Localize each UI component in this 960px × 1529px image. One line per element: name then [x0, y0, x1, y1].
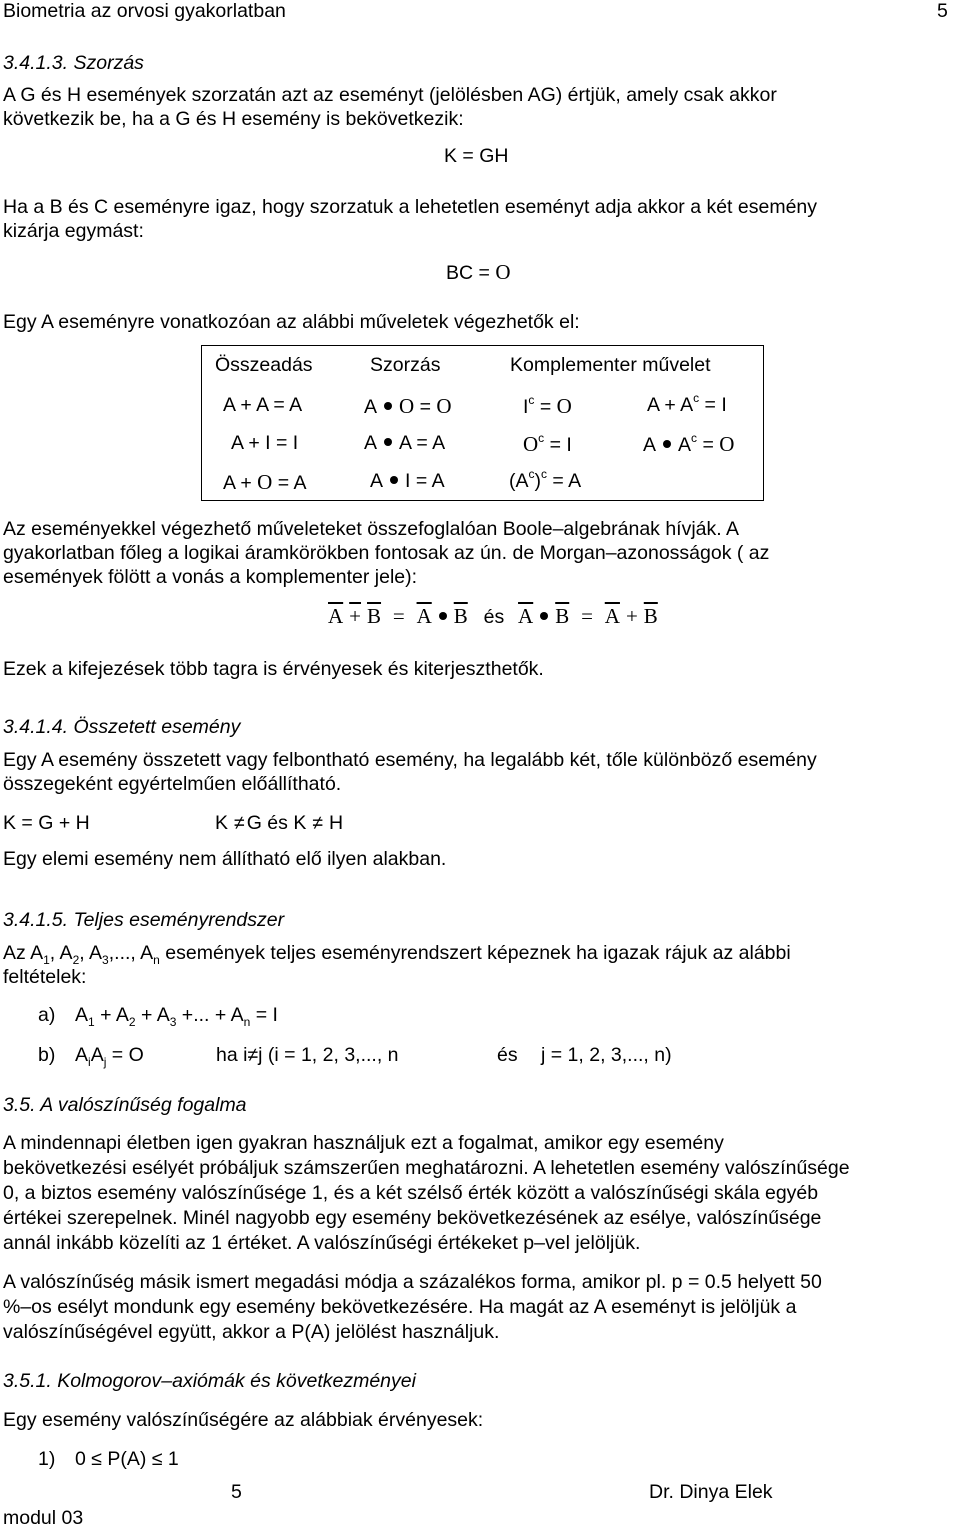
table-header-szorzas: Szorzás [370, 354, 441, 376]
paragraph-line: annál inkább közelíti az 1 értéket. A valószínűségi értékeket p–vel jelöljük. [3, 1232, 641, 1254]
table-right-rule [763, 345, 764, 501]
paragraph-line: valószínűségével együtt, akkor a P(A) jelölést használjuk. [3, 1321, 500, 1343]
paragraph-line: Ezek a kifejezések több tagra is érvényesek és kiterjeszthetők. [3, 658, 544, 680]
list-label-b: b) [38, 1044, 56, 1066]
paragraph-line: bekövetkezési esélyét próbáljuk számszerűen meghatározni. A lehetetlen esemény valószínűsége [3, 1157, 850, 1179]
paragraph-line: Ha a B és C eseményre igaz, hogy szorzatuk a lehetetlen eseményt adja akkor a két esemény [3, 196, 818, 218]
footer-author: Dr. Dinya Elek [649, 1481, 773, 1503]
paragraph-line: események fölött a vonás a komplementer jele): [3, 566, 418, 588]
paragraph-line: Egy A esemény összetett vagy felbontható esemény, ha legalább két, tőle különböző esemény [3, 749, 817, 771]
paragraph-line: összegeként egyértelműen előállítható. [3, 773, 342, 795]
condition-b-index: ha i≠j (i = 1, 2, 3,..., n [216, 1044, 399, 1066]
paragraph-line: értékei szerepelnek. Minél nagyobb egy esemény bekövetkezésének az esélye, valószínűsége [3, 1207, 822, 1229]
product-dot [384, 438, 392, 446]
axiom-1-formula: 0 ≤ P(A) ≤ 1 [75, 1448, 179, 1470]
table-cell: A A = A [364, 432, 446, 454]
table-top-rule [201, 345, 764, 346]
formula-k-gh: K = GH [444, 145, 509, 167]
running-header-title: Biometria az orvosi gyakorlatban [3, 0, 286, 22]
less-equal-symbol: ≤ [151, 1448, 163, 1470]
section-heading-kolmogorov: 3.5.1. Kolmogorov–axiómák és következményei [3, 1370, 416, 1392]
and-word: és [497, 1044, 518, 1066]
paragraph-line: A valószínűség másik ismert megadási módja a százalékos forma, amikor pl. p = 0.5 helyett 50 [3, 1271, 822, 1293]
table-left-rule [201, 345, 202, 501]
empty-set-symbol: O [495, 260, 511, 284]
footer-module: modul 03 [3, 1507, 84, 1529]
table-cell: A I = A [370, 470, 445, 492]
paragraph-line: A G és H események szorzatán azt az eseményt (jelölésben AG) értjük, amely csak akkor [3, 84, 777, 106]
table-cell: $(A^c)^c = A$ [509, 467, 582, 492]
table-cell: $I^c = O$ [523, 393, 572, 418]
table-header-komplementer: Komplementer művelet [510, 354, 711, 376]
not-equal-symbol: ≠ [312, 812, 324, 834]
product-dot [439, 612, 447, 620]
table-cell: A $A^c = O$ [643, 431, 735, 456]
paragraph-line: %–os esélyt mondunk egy esemény bekövetkezésére. Ha magát az A eseményt is jelöljük a [3, 1296, 797, 1318]
table-cell: $A + A^c = I$ [647, 391, 727, 416]
table-cell: A O = O [364, 394, 452, 418]
less-equal-symbol: ≤ [91, 1448, 102, 1470]
formula-bc-empty: BC = O [446, 260, 511, 284]
de-morgan-formula: $\overline{A} + \overline{B} = \overline{A}$ $\overline{B}$ és $\overline{A}$ $\overline{B} = \overline{A} + \overline{B}$ [328, 604, 658, 628]
paragraph-line: Az eseményekkel végezhető műveleteket összefoglalóan Boole–algebrának hívják. A [3, 518, 740, 540]
paragraph-line: Egy esemény valószínűségére az alábbiak érvényesek: [3, 1409, 484, 1431]
table-cell: A + A = A [223, 394, 303, 416]
table-bottom-rule [201, 500, 764, 501]
condition-a-formula: $A_1 + A_2 + A_3$ +... + $A_n = I$ [75, 1004, 278, 1029]
paragraph-line: Egy A eseményre vonatkozóan az alábbi műveletek végezhetők el: [3, 311, 580, 333]
table-cell: $O^c = I$ [523, 431, 572, 456]
paragraph-line: Egy elemi esemény nem állítható elő ilyen alakban. [3, 848, 447, 870]
formula-k-neq: K ≠ G és K ≠ H [215, 812, 344, 834]
paragraph-line: következik be, ha a G és H esemény is bekövetkezik: [3, 108, 464, 130]
section-heading-teljes: 3.4.1.5. Teljes eseményrendszer [3, 909, 285, 931]
product-dot [384, 402, 392, 410]
paragraph-line: gyakorlatban főleg a logikai áramkörökben fontosak az ún. de Morgan–azonosságok ( az [3, 542, 770, 564]
section-heading-osszetett: 3.4.1.4. Összetett esemény [3, 716, 241, 738]
paragraph-line: A mindennapi életben igen gyakran használjuk ezt a fogalmat, amikor egy esemény [3, 1132, 724, 1154]
condition-b-j: j = 1, 2, 3,..., n) [541, 1044, 672, 1066]
not-equal-symbol: ≠ [234, 812, 245, 834]
running-header-page: 5 [937, 0, 948, 22]
formula-k-g-h: K = G + H [3, 812, 90, 834]
paragraph-line: 0, a biztos esemény valószínűsége 1, és a két szélső érték között a valószínűségi skála egyéb [3, 1182, 819, 1204]
paragraph-line: feltételek: [3, 966, 87, 988]
table-header-osszeadas: Összeadás [215, 354, 313, 376]
table-cell: A + O = A [223, 470, 307, 494]
section-heading-valoszinuseg: 3.5. A valószínűség fogalma [3, 1094, 247, 1116]
product-dot [540, 612, 548, 620]
list-label-a: a) [38, 1004, 56, 1026]
table-cell: A + I = I [231, 432, 299, 454]
paragraph-line: kizárja egymást: [3, 220, 144, 242]
product-dot [663, 440, 671, 448]
not-equal-symbol: ≠ [247, 1044, 259, 1066]
list-label-1: 1) [38, 1448, 56, 1470]
paragraph-line: Az $A_1$, $A_2$, $A_3$,..., $A_n$ események teljes eseményrendszert képeznek ha igazak rájuk az alábbi [3, 942, 791, 967]
condition-b-formula: $A_iA_j = O$ [75, 1044, 144, 1069]
product-dot [390, 476, 398, 484]
footer-page-number: 5 [231, 1481, 242, 1503]
section-heading-szorzas: 3.4.1.3. Szorzás [3, 52, 144, 74]
